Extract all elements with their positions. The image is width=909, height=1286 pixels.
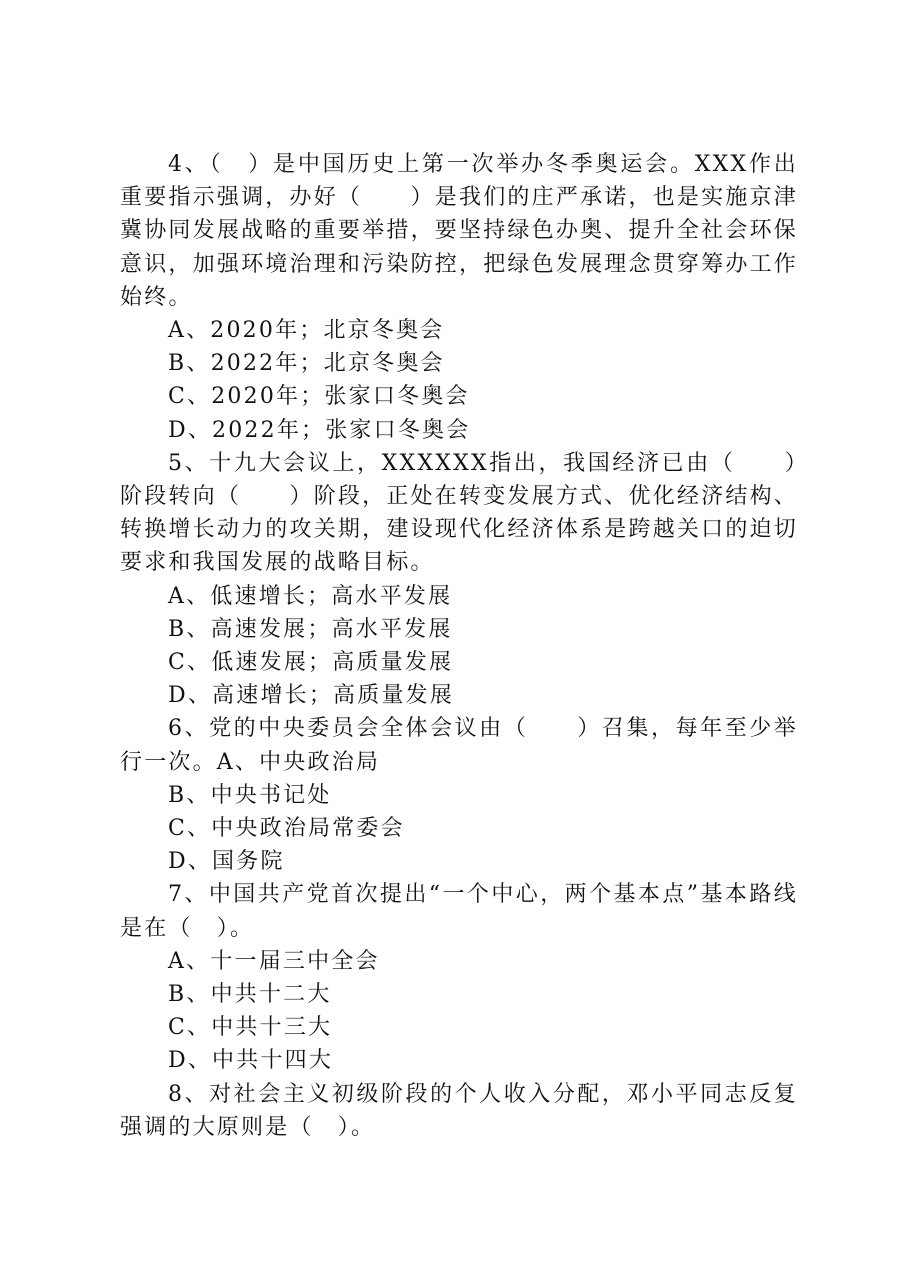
option-d: D、中共十四大: [168, 1048, 334, 1074]
option-d: D、高速增长；高质量发展: [168, 683, 455, 709]
option-c: C、中央政治局常委会: [168, 816, 405, 842]
question-stem: 8、对社会主义初级阶段的个人收入分配，邓小平同志反复强调的大原则是（ ）。: [120, 1081, 798, 1140]
option-d: D、国务院: [168, 849, 285, 875]
question-5: [120, 447, 798, 713]
option-b: B、高速发展；高水平发展: [168, 616, 453, 642]
question-stem: 5、十九大会议上，XXXXXX指出，我国经济已由（ ）阶段转向（ ）阶段，正处在转变发展方式、优化经济结构、转换增长动力的攻关期，建设现代化经济体系是跨越关口的迫切要求和我国发展的战略目标。: [120, 450, 798, 576]
option-b: B、中共十二大: [168, 982, 332, 1008]
question-stem: 4、（ ）是中国历史上第一次举办冬季奥运会。XXX作出重要指示强调，办好（ ）是我们的庄严承诺，也是实施京津冀协同发展战略的重要举措，要坚持绿色办奥、提升全社会环保意识，加强环境治理和污染防控，把绿色发展理念贯穿筹办工作始终。: [120, 152, 798, 310]
question-8: [120, 1078, 798, 1144]
option-c: C、中共十三大: [168, 1015, 333, 1041]
option-b: B、2022年；北京冬奥会: [168, 351, 445, 377]
question-stem: 7、中国共产党首次提出“一个中心，两个基本点”基本路线是在（ ）。: [120, 882, 798, 941]
question-stem: 6、党的中央委员会全体会议由（ ）召集，每年至少举行一次。A、中央政治局: [120, 716, 798, 775]
option-a: A、2020年；北京冬奥会: [168, 318, 445, 344]
option-d: D、2022年；张家口冬奥会: [168, 417, 471, 443]
question-7: [120, 878, 798, 1077]
option-b: B、中央书记处: [168, 782, 332, 808]
question-6: [120, 712, 798, 878]
option-c: C、2020年；张家口冬奥会: [168, 384, 470, 410]
question-list: [120, 148, 798, 1144]
question-4: [120, 148, 798, 447]
option-c: C、低速发展；高质量发展: [168, 650, 454, 676]
option-a: A、低速增长；高水平发展: [168, 583, 453, 609]
option-a: A、十一届三中全会: [168, 948, 380, 974]
